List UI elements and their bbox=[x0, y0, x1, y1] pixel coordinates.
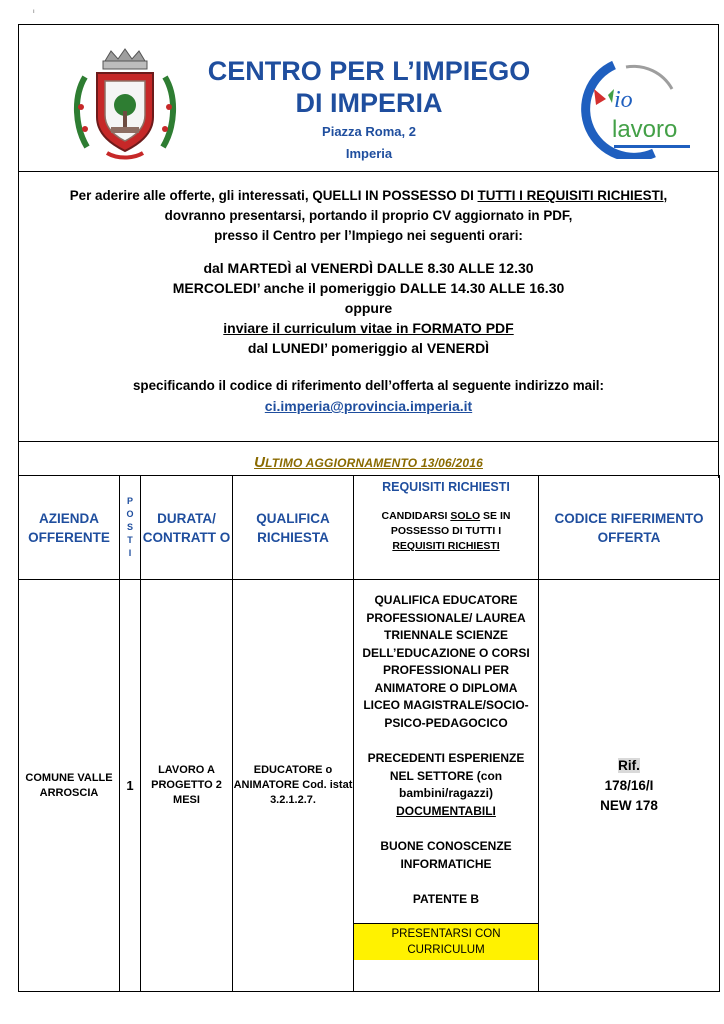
posti-header-text: P O S T I bbox=[126, 496, 134, 558]
requisiti-header-note: CANDIDARSI SOLO SE IN POSSESSO DI TUTTI I REQUISITI RICHIESTI bbox=[381, 510, 511, 552]
instr-line1-b: , bbox=[663, 188, 668, 203]
office-city: Imperia bbox=[345, 146, 393, 161]
row-durata: LAVORO A PROGETTO 2 MESI bbox=[141, 580, 233, 992]
row-azienda: COMUNE VALLE ARROSCIA bbox=[19, 580, 120, 992]
rif-code: 178/16/I bbox=[604, 777, 654, 793]
application-instructions bbox=[19, 172, 718, 442]
job-offers-table bbox=[18, 475, 720, 992]
hours-line1: dal MARTEDÌ al VENERDÌ DALLE 8.30 ALLE 12.30 bbox=[203, 260, 534, 276]
req-experience-doc: DOCUMENTABILI bbox=[396, 803, 496, 818]
or-text: oppure bbox=[344, 300, 393, 316]
req-it-skills: BUONE CONOSCENZE INFORMATICHE bbox=[380, 839, 512, 871]
req-present-cv-highlight: PRESENTARSI CON CURRICULUM bbox=[354, 923, 538, 960]
req-license: PATENTE B bbox=[412, 892, 480, 906]
instr-line1-underline: TUTTI I REQUISITI RICHIESTI bbox=[477, 188, 664, 203]
col-codice-header: CODICE RIFERIMENTO OFFERTA bbox=[539, 476, 720, 580]
send-cv-text: inviare il curriculum vitae in FORMATO PDF bbox=[223, 320, 514, 336]
office-title-line1: CENTRO PER L’IMPIEGO bbox=[207, 56, 531, 86]
io-lavoro-logo-icon bbox=[554, 59, 694, 159]
col-azienda-header: AZIENDA OFFERENTE bbox=[19, 476, 120, 580]
header bbox=[19, 25, 718, 172]
row-qualifica: EDUCATORE o ANIMATORE Cod. istat 3.2.1.2.7. bbox=[233, 580, 354, 992]
row-requisiti bbox=[354, 580, 539, 992]
req-experience: PRECEDENTI ESPERIENZE NEL SETTORE (con bambini/ragazzi) bbox=[367, 751, 525, 800]
logo-prefix: io bbox=[614, 87, 633, 113]
last-update bbox=[19, 442, 718, 478]
table-row bbox=[19, 580, 720, 992]
row-codice bbox=[539, 580, 720, 992]
col-qualifica-header: QUALIFICA RICHIESTA bbox=[233, 476, 354, 580]
rif-label: Rif. bbox=[618, 757, 640, 773]
send-days-text: dal LUNEDI’ pomeriggio al VENERDÌ bbox=[247, 340, 490, 356]
hours-line2: MERCOLEDI’ anche il pomeriggio DALLE 14.30 ALLE 16.30 bbox=[172, 280, 565, 296]
req-qualification: QUALIFICA EDUCATORE PROFESSIONALE/ LAUREA TRIENNALE SCIENZE DELL’EDUCAZIONE O CORSI PROFESSIONALI PER ANIMATORE O DIPLOMA LICEO MAGISTRALE/SOCIO-PSICO-PEDAGOCICO bbox=[362, 593, 530, 730]
contact-email-link[interactable]: ci.imperia@provincia.imperia.it bbox=[264, 398, 473, 414]
office-title-line2: DI IMPERIA bbox=[295, 88, 443, 118]
table-header-row bbox=[19, 476, 720, 580]
office-title-block bbox=[199, 55, 539, 163]
last-update-first-letter: U bbox=[254, 454, 266, 471]
requisiti-header-title: REQUISITI RICHIESTI bbox=[382, 480, 510, 494]
instr-line2: dovranno presentarsi, portando il proprio CV aggiornato in PDF, bbox=[164, 208, 573, 223]
rif-new: NEW 178 bbox=[600, 797, 658, 813]
col-durata-header: DURATA/ CONTRATT O bbox=[141, 476, 233, 580]
logo-word: lavoro bbox=[612, 116, 678, 143]
page-mark: ı bbox=[33, 9, 35, 15]
instr-line1-a: Per aderire alle offerte, gli interessati, QUELLI IN POSSESSO DI bbox=[69, 188, 478, 203]
office-address: Piazza Roma, 2 bbox=[322, 124, 416, 139]
last-update-text: LTIMO AGGIORNAMENTO 13/06/2016 bbox=[265, 456, 483, 470]
imperia-crest-icon bbox=[71, 47, 179, 165]
col-posti-header bbox=[120, 476, 141, 580]
reference-instruction: specificando il codice di riferimento dell’offerta al seguente indirizzo mail: bbox=[132, 378, 604, 393]
instr-line3: presso il Centro per l’Impiego nei seguenti orari: bbox=[214, 228, 523, 243]
col-requisiti-header bbox=[354, 476, 539, 580]
row-posti: 1 bbox=[120, 580, 141, 992]
document-frame bbox=[18, 24, 719, 478]
